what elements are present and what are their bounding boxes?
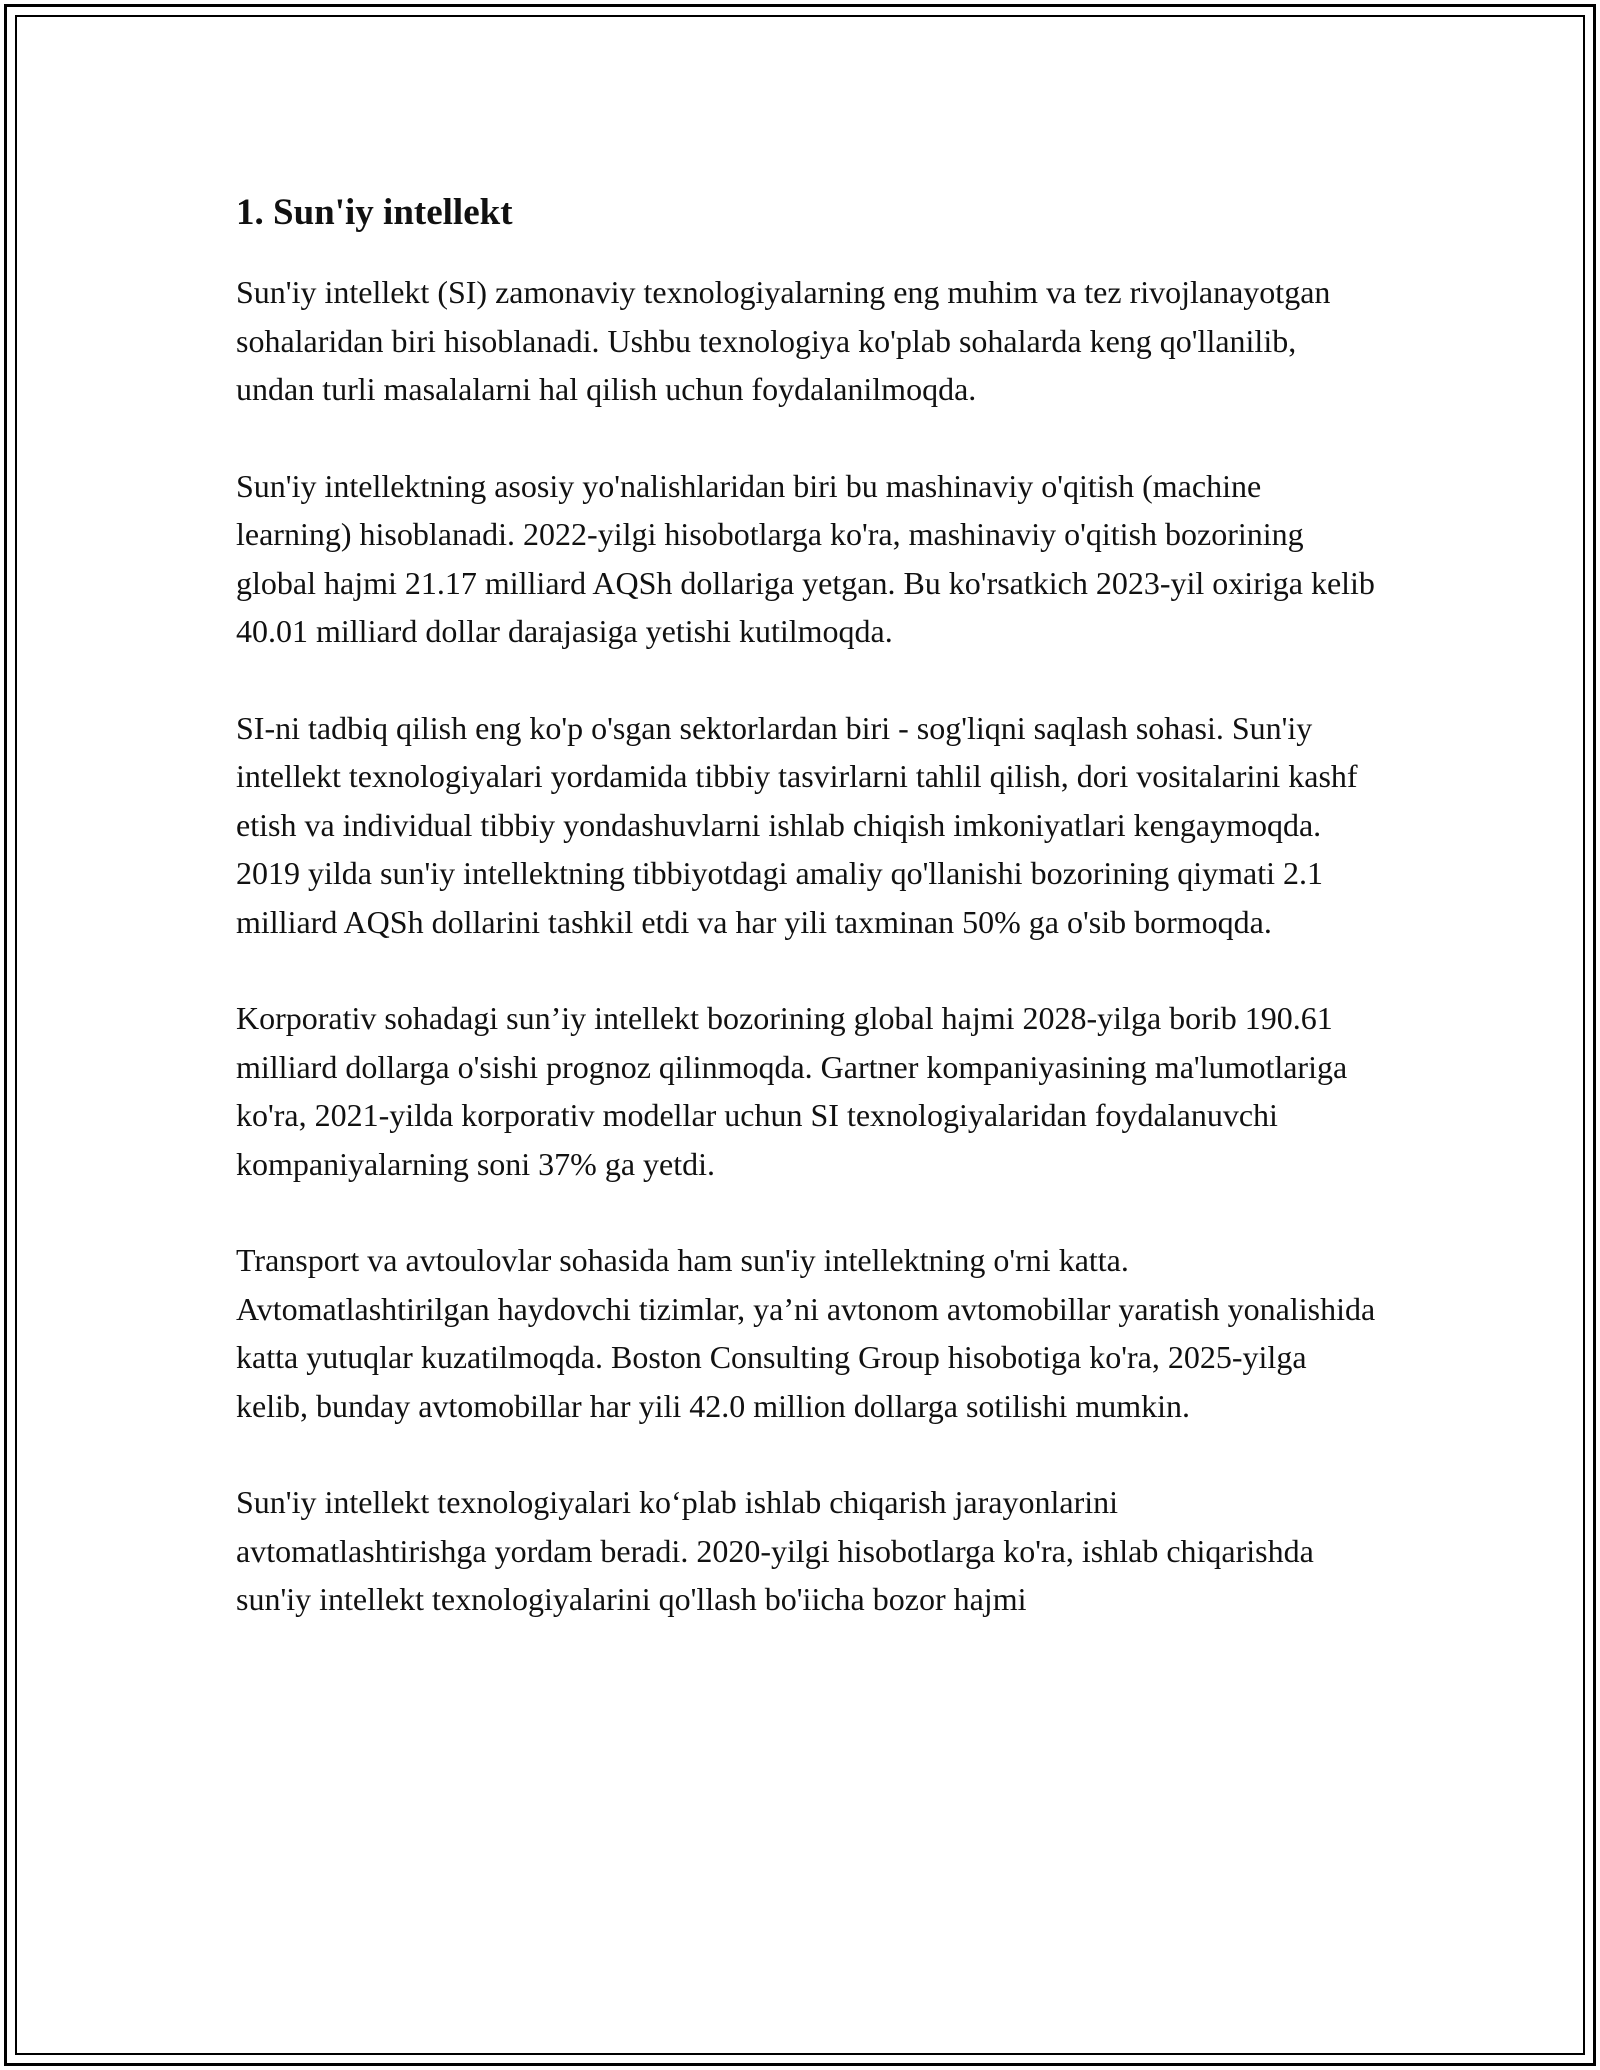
document-body bbox=[236, 188, 1376, 1672]
paragraph-intro: Sun'iy intellekt (SI) zamonaviy texnologiyalarning eng muhim va tez rivojlanayotgan sohalaridan biri hisoblanadi. Ushbu texnologiya ko'plab sohalarda keng qo'llanilib, undan turli masalalarni hal qilish uchun foydalanilmoqda. bbox=[236, 274, 1331, 407]
paragraph-transport: Transport va avtoulovlar sohasida ham sun'iy intellektning o'rni katta. Avtomatlashtirilgan haydovchi tizimlar, ya’ni avtonom avtomobillar yaratish yonalishida katta yutuqlar kuzatilmoqda. Boston Consulting Group hisobotiga ko'ra, 2025-yilga kelib, bunday avtomobillar har yili 42.0 million dollarga sotilishi mumkin. bbox=[236, 1242, 1376, 1424]
section-title: 1. Sun'iy intellekt bbox=[236, 192, 513, 233]
paragraph-healthcare: SI-ni tadbiq qilish eng ko'p o'sgan sektorlardan biri - sog'liqni saqlash sohasi. Sun'iy intellekt texnologiyalari yordamida tibbiy tasvirlarni tahlil qilish, dori vositalarini kashf etish va individual tibbiy yondashuvlarni ishlab chiqish imkoniyatlari kengaymoqda. 2019 yilda sun'iy intellektning tibbiyotdagi amaliy qo'llanishi bozorining qiymati 2.1 milliard AQSh dollarini tashkil etdi va har yili taxminan 50% ga o'sib bormoqda. bbox=[236, 709, 1358, 940]
paragraph-machine-learning: Sun'iy intellektning asosiy yo'nalishlaridan biri bu mashinaviy o'qitish (machine learning) hisoblanadi. 2022-yilgi hisobotlarga ko'ra, mashinaviy o'qitish bozorining global hajmi 21.17 milliard AQSh dollariga yetgan. Bu ko'rsatkich 2023-yil oxiriga kelib 40.01 milliard dollar darajasiga yetishi kutilmoqda. bbox=[236, 467, 1375, 649]
paragraph-manufacturing: Sun'iy intellekt texnologiyalari ko‘plab ishlab chiqarish jarayonlarini avtomatlashtirishga yordam beradi. 2020-yilgi hisobotlarga ko'ra, ishlab chiqarishda sun'iy intellekt texnologiyalarini qo'llash bo'iicha bozor hajmi bbox=[236, 1484, 1314, 1617]
paragraph-corporate: Korporativ sohadagi sun’iy intellekt bozorining global hajmi 2028-yilga borib 190.61 milliard dollarga o'sishi prognoz qilinmoqda. Gartner kompaniyasining ma'lumotlariga ko'ra, 2021-yilda korporativ modellar uchun SI texnologiyalaridan foydalanuvchi kompaniyalarning soni 37% ga yetdi. bbox=[236, 1000, 1348, 1182]
